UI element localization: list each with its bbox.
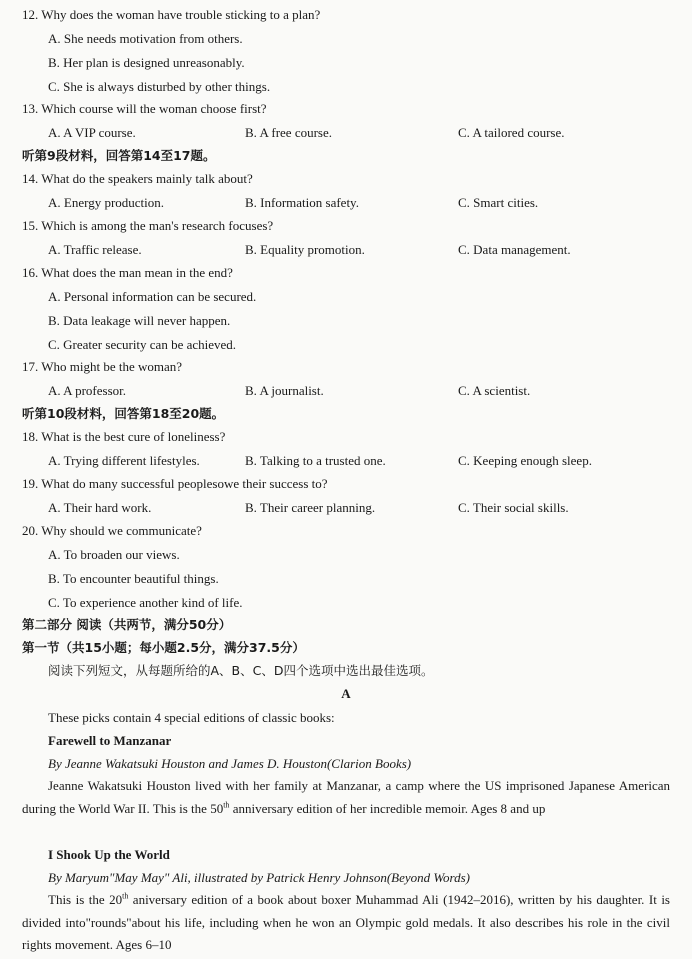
q19-option-b: B. Their career planning. bbox=[245, 500, 376, 515]
q19-option-a: A. Their hard work. bbox=[48, 500, 152, 515]
question-18 bbox=[22, 428, 225, 446]
question-number: 17. bbox=[22, 359, 39, 374]
q12-option-b: B. Her plan is designed unreasonably. bbox=[48, 55, 245, 70]
book-2-title: I Shook Up the World bbox=[48, 847, 170, 862]
question-number: 12. bbox=[22, 7, 39, 22]
desc-text: Jeanne Wakatsuki Houston lived with her family at Manzanar, a camp where the US imprisoned Japanese American during the World War II. This is the 50 bbox=[22, 778, 670, 816]
desc-text: anniversary edition of her incredible memoir. Ages 8 and up bbox=[229, 800, 546, 816]
q12-option-a: A. She needs motivation from others. bbox=[48, 31, 243, 46]
question-15 bbox=[22, 217, 273, 235]
passage-intro: These picks contain 4 special editions of classic books: bbox=[48, 710, 335, 725]
book-2-description bbox=[22, 889, 670, 957]
reading-instruction: 阅读下列短文，从每题所给的A、B、C、D四个选项中选出最佳选项。 bbox=[48, 663, 434, 678]
question-17 bbox=[22, 358, 182, 376]
question-text: Which course will the woman choose first? bbox=[41, 101, 267, 116]
q15-option-b: B. Equality promotion. bbox=[245, 242, 365, 257]
q18-option-b: B. Talking to a trusted one. bbox=[245, 453, 386, 468]
q16-option-a: A. Personal information can be secured. bbox=[48, 289, 257, 304]
q16-option-c: C. Greater security can be achieved. bbox=[48, 337, 237, 352]
question-16 bbox=[22, 264, 233, 282]
q20-option-c: C. To experience another kind of life. bbox=[48, 595, 243, 610]
q17-option-b: B. A journalist. bbox=[245, 383, 324, 398]
q20-option-b: B. To encounter beautiful things. bbox=[48, 571, 219, 586]
book-1-byline: By Jeanne Wakatsuki Houston and James D. Houston(Clarion Books) bbox=[48, 756, 412, 771]
question-text: What is the best cure of loneliness? bbox=[41, 429, 226, 444]
q17-option-a: A. A professor. bbox=[48, 383, 126, 398]
question-text: Why should we communicate? bbox=[41, 523, 202, 538]
part-2-heading: 第二部分 阅读（共两节，满分50分） bbox=[22, 617, 232, 632]
book-2-byline: By Maryum"May May" Ali, illustrated by Patrick Henry Johnson(Beyond Words) bbox=[48, 870, 471, 885]
question-20 bbox=[22, 522, 202, 540]
question-text: Why does the woman have trouble sticking to a plan? bbox=[41, 7, 321, 22]
ordinal-suffix: th bbox=[122, 891, 129, 901]
desc-text: This is the 20 bbox=[48, 892, 123, 907]
section-9-instruction: 听第9段材料，回答第14至17题。 bbox=[22, 148, 216, 163]
q17-option-c: C. A scientist. bbox=[458, 383, 531, 398]
section-10-instruction: 听第10段材料，回答第18至20题。 bbox=[22, 406, 225, 421]
question-text: Which is among the man's research focuses? bbox=[41, 218, 274, 233]
q19-option-c: C. Their social skills. bbox=[458, 500, 569, 515]
question-text: What do many successful peoplesowe their success to? bbox=[41, 476, 328, 491]
q18-option-a: A. Trying different lifestyles. bbox=[48, 453, 200, 468]
q15-option-a: A. Traffic release. bbox=[48, 242, 142, 257]
book-1-description bbox=[22, 775, 670, 820]
q16-option-b: B. Data leakage will never happen. bbox=[48, 313, 231, 328]
question-number: 20. bbox=[22, 523, 39, 538]
q13-option-c: C. A tailored course. bbox=[458, 125, 565, 140]
question-12 bbox=[22, 6, 320, 24]
q15-option-c: C. Data management. bbox=[458, 242, 571, 257]
section-1-heading: 第一节（共15小题；每小题2.5分，满分37.5分） bbox=[22, 640, 305, 655]
q18-option-c: C. Keeping enough sleep. bbox=[458, 453, 592, 468]
question-number: 15. bbox=[22, 218, 39, 233]
q20-option-a: A. To broaden our views. bbox=[48, 547, 180, 562]
q13-option-b: B. A free course. bbox=[245, 125, 333, 140]
question-number: 16. bbox=[22, 265, 39, 280]
ordinal-suffix: th bbox=[223, 800, 230, 810]
q14-option-b: B. Information safety. bbox=[245, 195, 359, 210]
passage-label: A bbox=[341, 686, 351, 701]
desc-text: aniversary edition of a book about boxer Muhammad Ali (1942–2016), written by his daughter. It is divided into"rounds"about his life, including when he won an Olympic gold medals. It also describes his role in the civil rights movement. Ages 6–10 bbox=[22, 892, 670, 952]
question-number: 13. bbox=[22, 101, 39, 116]
q14-option-a: A. Energy production. bbox=[48, 195, 165, 210]
q14-option-c: C. Smart cities. bbox=[458, 195, 539, 210]
q12-option-c: C. She is always disturbed by other things. bbox=[48, 79, 271, 94]
question-text: Who might be the woman? bbox=[41, 359, 183, 374]
q13-option-a: A. A VIP course. bbox=[48, 125, 136, 140]
question-number: 14. bbox=[22, 171, 39, 186]
question-13 bbox=[22, 100, 267, 118]
question-14 bbox=[22, 170, 253, 188]
question-text: What does the man mean in the end? bbox=[41, 265, 233, 280]
question-number: 19. bbox=[22, 476, 39, 491]
question-text: What do the speakers mainly talk about? bbox=[41, 171, 253, 186]
book-1-title: Farewell to Manzanar bbox=[48, 733, 172, 748]
question-19 bbox=[22, 475, 328, 493]
question-number: 18. bbox=[22, 429, 39, 444]
